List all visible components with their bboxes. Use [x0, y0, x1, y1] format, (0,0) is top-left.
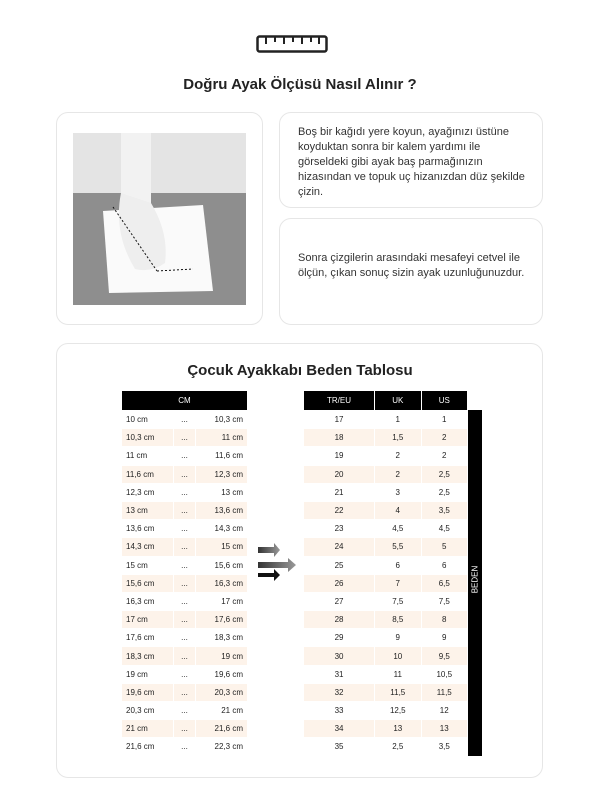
size-row	[304, 502, 467, 519]
size-row	[304, 666, 467, 683]
cm-from: 21 cm	[122, 720, 173, 737]
size-row	[304, 484, 467, 501]
size-row	[304, 557, 467, 574]
ruler-icon	[256, 34, 328, 54]
cm-separator: ...	[174, 702, 195, 719]
size-tr-eu: 22	[304, 502, 374, 519]
size-us: 2,5	[422, 484, 467, 501]
cm-table	[121, 390, 248, 757]
cm-from: 17 cm	[122, 611, 173, 628]
size-row	[304, 647, 467, 664]
size-us: 11,5	[422, 684, 467, 701]
cm-to: 16,3 cm	[196, 575, 247, 592]
step-1-card	[279, 112, 543, 208]
cm-to: 17 cm	[196, 593, 247, 610]
size-us: 5	[422, 538, 467, 555]
cm-row	[122, 666, 247, 683]
cm-from: 15 cm	[122, 557, 173, 574]
cm-row	[122, 629, 247, 646]
cm-row	[122, 411, 247, 428]
cm-row	[122, 684, 247, 701]
size-tr-eu: 24	[304, 538, 374, 555]
foot-measure-image	[73, 133, 246, 305]
size-us: 8	[422, 611, 467, 628]
cm-separator: ...	[174, 720, 195, 737]
cm-from: 10 cm	[122, 411, 173, 428]
cm-from: 13 cm	[122, 502, 173, 519]
size-tr-eu: 35	[304, 738, 374, 755]
cm-row	[122, 466, 247, 483]
size-uk: 4,5	[375, 520, 420, 537]
size-row	[304, 429, 467, 446]
cm-to: 20,3 cm	[196, 684, 247, 701]
cm-to: 21 cm	[196, 702, 247, 719]
size-uk: 5,5	[375, 538, 420, 555]
size-tr-eu: 25	[304, 557, 374, 574]
cm-to: 12,3 cm	[196, 466, 247, 483]
size-tr-eu: 31	[304, 666, 374, 683]
cm-to: 10,3 cm	[196, 411, 247, 428]
size-uk: 8,5	[375, 611, 420, 628]
size-tr-eu: 33	[304, 702, 374, 719]
cm-separator: ...	[174, 611, 195, 628]
cm-row	[122, 520, 247, 537]
cm-separator: ...	[174, 575, 195, 592]
size-row	[304, 538, 467, 555]
size-uk: 12,5	[375, 702, 420, 719]
cm-separator: ...	[174, 647, 195, 664]
cm-separator: ...	[174, 738, 195, 755]
cm-to: 17,6 cm	[196, 611, 247, 628]
cm-from: 20,3 cm	[122, 702, 173, 719]
cm-to: 11,6 cm	[196, 447, 247, 464]
cm-from: 11,6 cm	[122, 466, 173, 483]
size-tr-eu: 23	[304, 520, 374, 537]
cm-row	[122, 447, 247, 464]
size-row	[304, 720, 467, 737]
size-us: 12	[422, 702, 467, 719]
cm-to: 11 cm	[196, 429, 247, 446]
size-us: 2,5	[422, 466, 467, 483]
size-uk: 2	[375, 466, 420, 483]
cm-row	[122, 738, 247, 755]
size-tr-eu: 32	[304, 684, 374, 701]
step-2-card	[279, 218, 543, 325]
cm-separator: ...	[174, 629, 195, 646]
cm-row	[122, 538, 247, 555]
size-tr-eu: 29	[304, 629, 374, 646]
size-uk: 6	[375, 557, 420, 574]
cm-row	[122, 702, 247, 719]
size-row	[304, 611, 467, 628]
size-tr-eu: 26	[304, 575, 374, 592]
size-row	[304, 466, 467, 483]
size-tr-eu: 17	[304, 411, 374, 428]
cm-from: 12,3 cm	[122, 484, 173, 501]
size-us: 9	[422, 629, 467, 646]
cm-from: 19,6 cm	[122, 684, 173, 701]
size-row	[304, 575, 467, 592]
cm-from: 19 cm	[122, 666, 173, 683]
cm-to: 22,3 cm	[196, 738, 247, 755]
cm-from: 14,3 cm	[122, 538, 173, 555]
size-us: 6,5	[422, 575, 467, 592]
size-tr-eu: 34	[304, 720, 374, 737]
size-uk: 13	[375, 720, 420, 737]
size-us: 3,5	[422, 738, 467, 755]
cm-header: CM	[122, 391, 247, 410]
cm-from: 11 cm	[122, 447, 173, 464]
size-uk: 9	[375, 629, 420, 646]
size-tr-eu: 28	[304, 611, 374, 628]
size-uk: 2	[375, 447, 420, 464]
size-tr-eu: 27	[304, 593, 374, 610]
cm-separator: ...	[174, 484, 195, 501]
size-uk: 10	[375, 647, 420, 664]
cm-to: 19,6 cm	[196, 666, 247, 683]
cm-separator: ...	[174, 684, 195, 701]
cm-row	[122, 502, 247, 519]
cm-from: 13,6 cm	[122, 520, 173, 537]
cm-separator: ...	[174, 429, 195, 446]
cm-row	[122, 611, 247, 628]
cm-separator: ...	[174, 466, 195, 483]
size-us: 2	[422, 429, 467, 446]
header-tr-eu: TR/EU	[304, 391, 374, 410]
cm-to: 19 cm	[196, 647, 247, 664]
cm-separator: ...	[174, 411, 195, 428]
size-us: 13	[422, 720, 467, 737]
arrows-icon	[256, 543, 302, 583]
cm-to: 21,6 cm	[196, 720, 247, 737]
header-us: US	[422, 391, 467, 410]
size-uk: 11	[375, 666, 420, 683]
size-uk: 3	[375, 484, 420, 501]
size-us: 2	[422, 447, 467, 464]
cm-row	[122, 429, 247, 446]
size-uk: 1	[375, 411, 420, 428]
size-uk: 1,5	[375, 429, 420, 446]
cm-from: 10,3 cm	[122, 429, 173, 446]
size-us: 3,5	[422, 502, 467, 519]
size-us: 7,5	[422, 593, 467, 610]
size-tr-eu: 18	[304, 429, 374, 446]
size-tr-eu: 30	[304, 647, 374, 664]
foot-image-card	[56, 112, 263, 325]
cm-row	[122, 647, 247, 664]
size-row	[304, 411, 467, 428]
size-row	[304, 593, 467, 610]
size-row	[304, 629, 467, 646]
size-us: 1	[422, 411, 467, 428]
step-1-text: Boş bir kağıdı yere koyun, ayağınızı üstüne koyduktan sonra bir kalem yardımı ile görseldeki gibi ayak baş parmağınızın hizasından ve topuk uç hizanızdan düz şekilde çizin.	[298, 126, 525, 198]
cm-separator: ...	[174, 538, 195, 555]
beden-side-bar	[468, 410, 482, 756]
cm-separator: ...	[174, 447, 195, 464]
size-uk: 4	[375, 502, 420, 519]
size-uk: 7,5	[375, 593, 420, 610]
size-us: 9,5	[422, 647, 467, 664]
cm-separator: ...	[174, 520, 195, 537]
size-us: 4,5	[422, 520, 467, 537]
cm-from: 18,3 cm	[122, 647, 173, 664]
cm-to: 15,6 cm	[196, 557, 247, 574]
cm-to: 13,6 cm	[196, 502, 247, 519]
cm-to: 18,3 cm	[196, 629, 247, 646]
size-us: 10,5	[422, 666, 467, 683]
cm-row	[122, 484, 247, 501]
step-2-text: Sonra çizgilerin arasındaki mesafeyi cetvel ile ölçün, çıkan sonuç sizin ayak uzunluğunuzdur.	[298, 252, 525, 279]
cm-from: 15,6 cm	[122, 575, 173, 592]
cm-separator: ...	[174, 666, 195, 683]
size-row	[304, 684, 467, 701]
size-chart-title: Çocuk Ayakkabı Beden Tablosu	[187, 362, 413, 379]
cm-row	[122, 593, 247, 610]
cm-from: 21,6 cm	[122, 738, 173, 755]
cm-row	[122, 557, 247, 574]
size-row	[304, 447, 467, 464]
size-row	[304, 520, 467, 537]
size-row	[304, 702, 467, 719]
beden-label: BEDEN	[470, 565, 480, 594]
size-row	[304, 738, 467, 755]
size-uk: 7	[375, 575, 420, 592]
cm-to: 14,3 cm	[196, 520, 247, 537]
size-us: 6	[422, 557, 467, 574]
header-uk: UK	[375, 391, 420, 410]
cm-separator: ...	[174, 502, 195, 519]
cm-separator: ...	[174, 593, 195, 610]
size-tr-eu: 21	[304, 484, 374, 501]
cm-separator: ...	[174, 557, 195, 574]
cm-from: 16,3 cm	[122, 593, 173, 610]
guide-title: Doğru Ayak Ölçüsü Nasıl Alınır ?	[183, 76, 417, 93]
cm-from: 17,6 cm	[122, 629, 173, 646]
size-tr-eu: 20	[304, 466, 374, 483]
cm-to: 15 cm	[196, 538, 247, 555]
cm-row	[122, 720, 247, 737]
size-uk: 2,5	[375, 738, 420, 755]
size-uk: 11,5	[375, 684, 420, 701]
size-tr-eu: 19	[304, 447, 374, 464]
size-table	[303, 390, 468, 757]
cm-to: 13 cm	[196, 484, 247, 501]
cm-row	[122, 575, 247, 592]
